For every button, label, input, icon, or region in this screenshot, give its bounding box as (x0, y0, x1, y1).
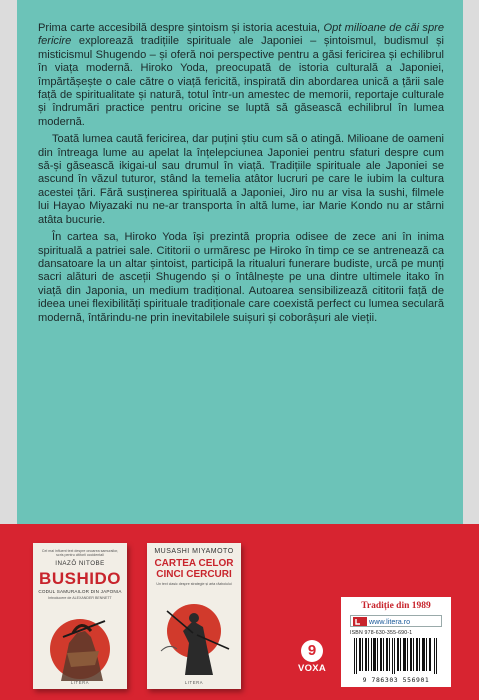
paragraph-text: explorează tradițiile spirituale ale Japoniei – șintoismul, budismul și misticismul Shugendo – și oferă noi perspective pentru a găsi fericirea și echilibrul în viața modernă. Hiroko Yoda, preocupată de istoria culturală a Japoniei, împărtășește o cale către o viață fericită, inspirată din abordarea unică a țării sale față de spiritualitate și natură, totul într-un amestec de memorii, reportaje culturale și îndrumări practice pentru oricine se luptă să găsească echilibrul în lumea modernă. (38, 35, 444, 128)
barcode-digits: 9 786303 556901 (362, 676, 430, 684)
book-author: INAZŌ NITOBE (55, 560, 105, 567)
tradition-text: Tradiție din 1989 (361, 601, 431, 611)
book-title-line-1: CARTEA CELOR (154, 558, 234, 569)
description-paragraph-2: Toată lumea caută fericirea, dar puțini știu cum să o atingă. Milioane de oameni din întreaga lume au apelat la înțelepciunea Japoniei pentru sfaturi despre cum să-și găsească ikigai-ul sau drumul în viață. Tradițiile spirituale ale Japoniei se ascund în văzul tuturor, stând la temelia atâtor lucruri pe care le iubim la cultura acestei țări. Fără susținerea spirituală a Japoniei, Jiro nu ar visa la sushi, filmele lui Hayao Miyazaki nu ne-ar transporta în altă lume, iar Marie Kondo nu ar stârni atâta bucurie. (38, 133, 444, 226)
litera-logo-icon (353, 617, 367, 626)
imprint-name: VOXA (297, 663, 327, 674)
book-title-line-2: CINCI CERCURI (156, 569, 232, 580)
book-cover-bushido (33, 543, 127, 689)
book-subtitle: CODUL SAMURAILOR DIN JAPONIA (38, 589, 122, 594)
voxa-emblem-icon (301, 640, 323, 662)
book-cover-cinci-cercuri (147, 543, 241, 689)
book-publisher: LITERA (70, 680, 90, 685)
book-author: MUSASHI MIYAMOTO (154, 548, 234, 555)
paragraph-text: Prima carte accesibilă despre șintoism și istoria acestuia, (38, 22, 324, 34)
book-intro: Introducere de ALEXANDER BENNETT (48, 596, 112, 600)
book-tagline: Cel mai influent text despre onoarea samurailor, scris pentru cititorii occidentali (41, 549, 119, 558)
swordsman-illustration (147, 591, 241, 677)
voxa-glyph: 9 (307, 642, 317, 659)
website-box (350, 615, 442, 627)
isbn-text: ISBN 978-630-355-690-1 (350, 630, 413, 636)
book-title-italic: Opt milioane de căi spre fericire (38, 22, 444, 48)
samurai-illustration (33, 603, 127, 681)
book-publisher: LITERA (184, 680, 204, 685)
barcode (350, 638, 442, 674)
publisher-info-box (341, 597, 451, 687)
description-paragraph-3: În cartea sa, Hiroko Yoda își prezintă propria odisee de zece ani în inima spirituală a patriei sale. Cititorii o urmăresc pe Hiroko în timp ce se antrenează ca dansatoare la un altar șintoist, participă la ritualuri funerare budiste, urcă pe munți sacri alături de asceții Shugendo și o întâlnește pe una dintre ultimele itako în viață din Japonia, un medium tradițional. Autoarea sensibilizează cititorii față de ideea unei flexibilități spirituale tradiționale care coexistă perfect cu lumea seculară modernă, întărindu-ne prin inevitabilele suișuri și coborâșuri ale vieții. (38, 231, 444, 324)
voxa-logo (292, 640, 332, 674)
book-description (38, 22, 444, 329)
book-tagline: Un text clasic despre strategie și arta războiului (156, 582, 232, 586)
description-paragraph-1 (38, 22, 444, 129)
book-title: BUSHIDO (39, 569, 121, 588)
website-url: www.litera.ro (369, 617, 411, 626)
